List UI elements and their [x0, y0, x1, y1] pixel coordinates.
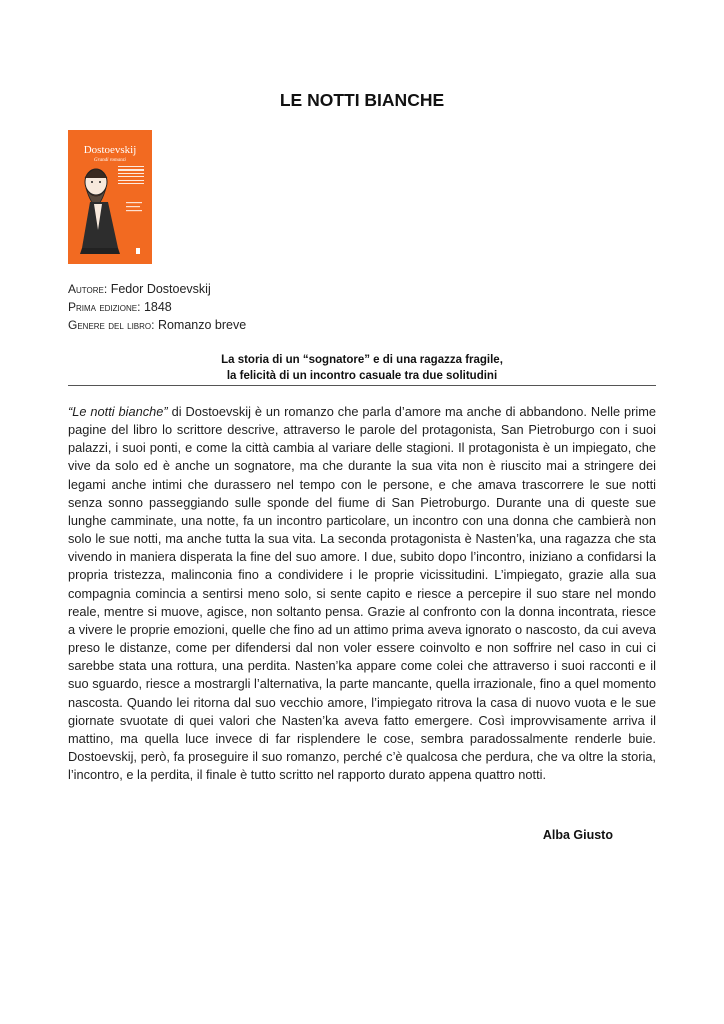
cover-subtitle: Grandi romanzi: [94, 158, 126, 163]
meta-genre-value: Romanzo breve: [157, 318, 247, 332]
meta-genre-row: [68, 316, 246, 334]
meta-edition-row: [68, 298, 246, 316]
portrait-illustration-icon: [68, 130, 152, 264]
review-body: [68, 403, 656, 784]
subheading-line-2: la felicità di un incontro casuale tra due solitudini: [226, 370, 498, 382]
cover-author: Dostoevskij: [83, 144, 137, 156]
page-title: LE NOTTI BIANCHE: [279, 90, 445, 110]
divider-line: [68, 385, 656, 386]
book-metadata: [68, 280, 246, 334]
meta-author-row: [68, 280, 246, 298]
review-text: di Dostoevskij è un romanzo che parla d’amore ma anche di abbandono. Nelle prime pagine del libro lo scrittore descrive, attraverso le parole del protagonista, San Pietroburgo con i suoi palazzi, i suoi ponti, e come la città cambia al variare delle stagioni. Il protagonista è un impiegato, che vive da solo ed è anche un sognatore, ma che durante la sua vita non è riuscito mai a stringere dei legami anche intimi che durassero nel tempo con le persone, e che amava trascorrere le sue notti senza sonno passeggiando sulle sponde del fiume di San Pietroburgo. Durante una di queste sue lunghe camminate, una notte, fa un incontro particolare, un incontro con una donna che cambierà non solo le sue notti, ma anche tutta la sua vita. La seconda protagonista è Nasten’ka, una ragazza che sta vivendo in maniera disperata la fine del suo amore. I due, subito dopo l’incontro, iniziano a confidarsi la propria tristezza, malinconia fino a condividere i le proprie vicissitudini. L’impiegato, grazie alla sua compagnia comincia a sentirsi meno solo, si sente capito e riesce a percepire il suo stare nel mondo reale, mentre si muove, agisce, non soltanto pensa. Grazie al confronto con la donna incontrata, riesce a vivere le proprie emozioni, quelle che fino ad un attimo prima aveva ignorato o nascosto, da cui aveva preso le distanze, come per difendersi dal non voler essere coinvolto e non soffrire nel caso in cui ci sarebbe stata una rottura, una perdita. Nasten’ka appare come colei che attraverso i suoi racconti e il suo sguardo, riesce a mostrargli l’alternativa, la parte mancante, quella irrazionale, fino a quel momento nascosta. Quando lei ritorna dal suo vecchio amore, l’impiegato ritrova la casa di nuovo vuota e le sue giornate svuotate di quei valori che Nasten’ka aveva fatto emergere. Così improvvisamente arriva il mattino, ma quella luce invece di far risplendere le cose, sembra paradossalmente renderle buie. Dostoevskij, però, fa proseguire il suo romanzo, perché c’è qualcosa che perdura, che va oltre la storia, l’incontro, e la perdita, il finale è tutto scritto nel rapporto durato appena quattro notti.: [68, 404, 656, 783]
meta-genre-label: Genere del libro:: [68, 318, 155, 332]
meta-author-label: Autore:: [68, 282, 108, 296]
meta-edition-label: Prima edizione:: [68, 300, 141, 314]
subheading: [68, 352, 656, 384]
book-cover-image: [68, 130, 152, 264]
subheading-line-1: La storia di un “sognatore” e di una ragazza fragile,: [221, 354, 503, 366]
book-title-italic: “Le notti bianche”: [68, 404, 168, 419]
meta-edition-value: 1848: [143, 300, 172, 314]
author-signature: Alba Giusto: [542, 828, 613, 842]
meta-author-value: Fedor Dostoevskij: [110, 282, 211, 296]
